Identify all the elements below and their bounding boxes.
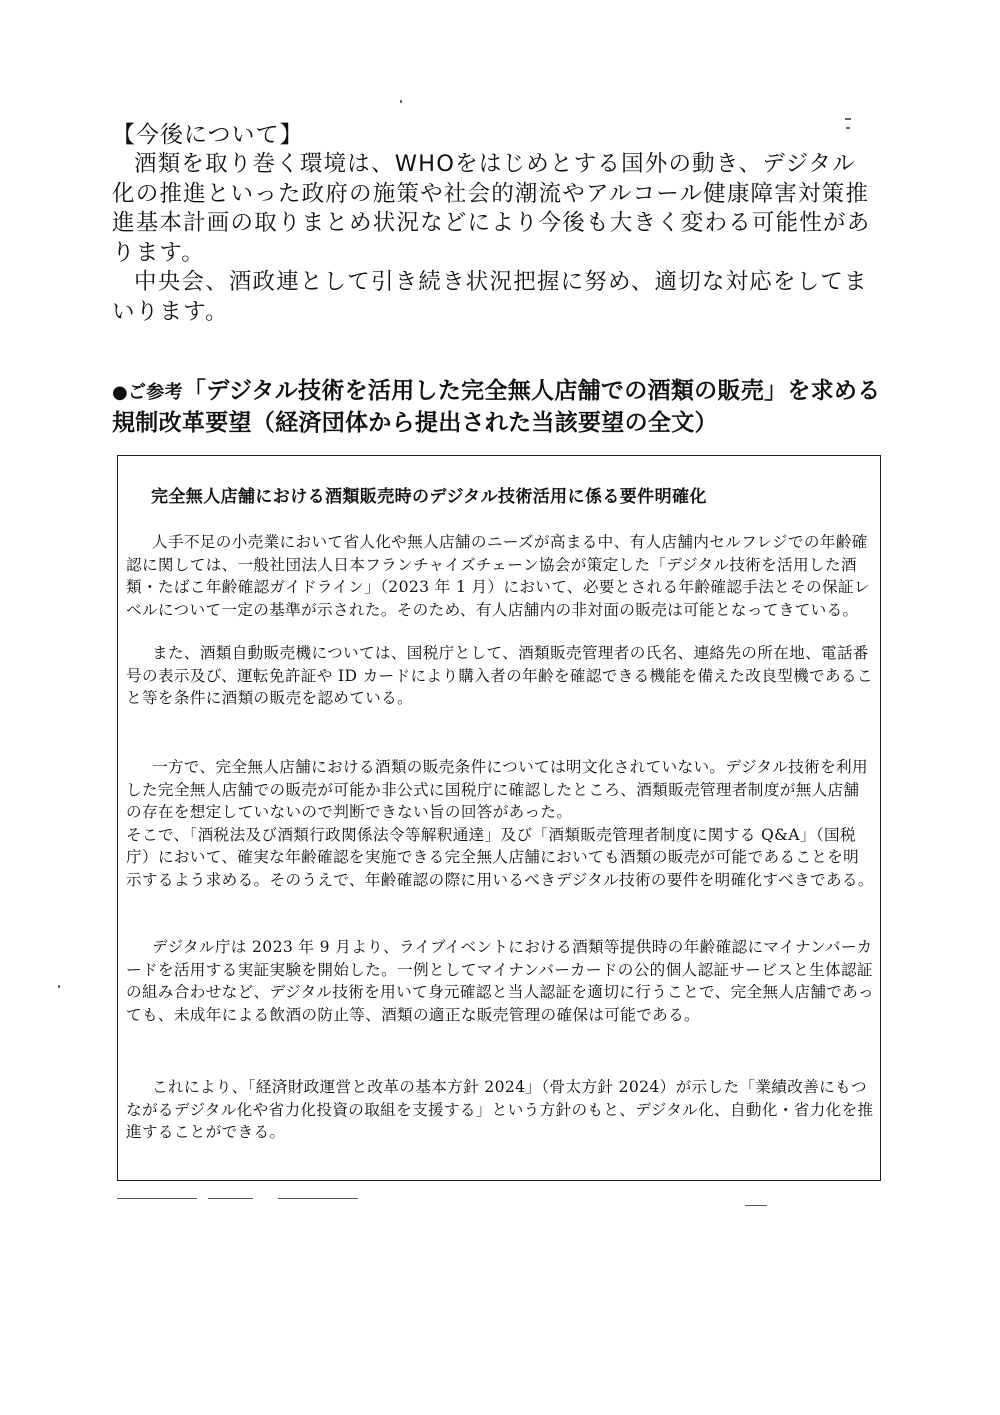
section-heading: 【今後について】 (112, 122, 304, 148)
reference-heading (112, 376, 882, 439)
request-title: 完全無人店舗における酒類販売時のデジタル技術活用に係る要件明確化 (151, 487, 707, 507)
request-paragraph-continuation: そこで、「酒税法及び酒類行政関係法令等解釈通達」及び「酒類販売管理者制度に関する Q&A」（国税庁）において、確実な年齢確認を実施できる完全無人店舗においても酒類の販売が可能であることを明示するよう求める。そのうえで、年齢確認の際に用いるべきデジタル技術の要件を明確化すべきである。 (126, 825, 874, 889)
request-paragraph (126, 756, 874, 891)
reference-lead: ●ご参考 (112, 382, 183, 403)
scan-speck (845, 118, 851, 120)
reference-title: 「デジタル技術を活用した完全無人店舗での酒類の販売」を求める規制改革要望（経済団体から提出された当該要望の全文） (112, 378, 881, 436)
body-paragraph: 酒類を取り巻く環境は、WHOをはじめとする国外の動き、デジタル化の推進といった政府の施策や社会的潮流やアルコール健康障害対策推進基本計画の取りまとめ状況などにより今後も大きく変わる可能性があります。 (112, 151, 871, 266)
scan-line (208, 1198, 253, 1199)
scan-line (117, 1198, 197, 1199)
body-paragraph: 中央会、酒政連として引き続き状況把握に努め、適切な対応をしてまいります。 (112, 269, 868, 325)
request-box (117, 455, 881, 1181)
request-paragraph: これにより、「経済財政運営と改革の基本方針 2024」（骨太方針 2024）が示した「業績改善にもつながるデジタル化や省力化投資の取組を支援する」という方針のもと、デジタル化、自動化・省力化を推進することができる。 (126, 1078, 874, 1141)
scan-speck (400, 100, 402, 103)
scan-line (278, 1198, 358, 1199)
scan-speck (58, 985, 60, 988)
request-paragraph: デジタル庁は 2023 年 9 月より、ライブイベントにおける酒類等提供時の年齢確認にマイナンバーカードを活用する実証実験を開始した。一例としてマイナンバーカードの公的個人認証サービスと生体認証の組み合わせなど、デジタル技術を用いて身元確認と当人認証を適切に行うことで、完全無人店舗であっても、未成年による飲酒の防止等、酒類の適正な販売管理の確保は可能である。 (126, 938, 874, 1024)
request-paragraph: また、酒類自動販売機については、国税庁として、酒類販売管理者の氏名、連絡先の所在地、電話番号の表示及び、運転免許証や ID カードにより購入者の年齢を確認できる機能を備えた改良型機であること等を条件に酒類の販売を認めている。 (126, 644, 873, 707)
scan-line (745, 1205, 767, 1206)
scan-speck (846, 127, 850, 129)
request-paragraph-text: 一方で、完全無人店舗における酒類の販売条件については明文化されていない。デジタル技術を利用した完全無人店舗での販売が可能か非公式に国税庁に確認したところ、酒類販売管理者制度が無人店舗の存在を想定していないので判断できない旨の回答があった。 (126, 758, 868, 821)
request-paragraph: 人手不足の小売業において省人化や無人店舗のニーズが高まる中、有人店舗内セルフレジでの年齢確認に関しては、一般社団法人日本フランチャイズチェーン協会が策定した「デジタル技術を活用した酒類・たばこ年齢確認ガイドライン」（2023 年 1 月）において、必要とされる年齢確認手法とその保証レベルについて一定の基準が示された。そのため、有人店舗内の非対面の販売は可能となってきている。 (126, 533, 870, 619)
